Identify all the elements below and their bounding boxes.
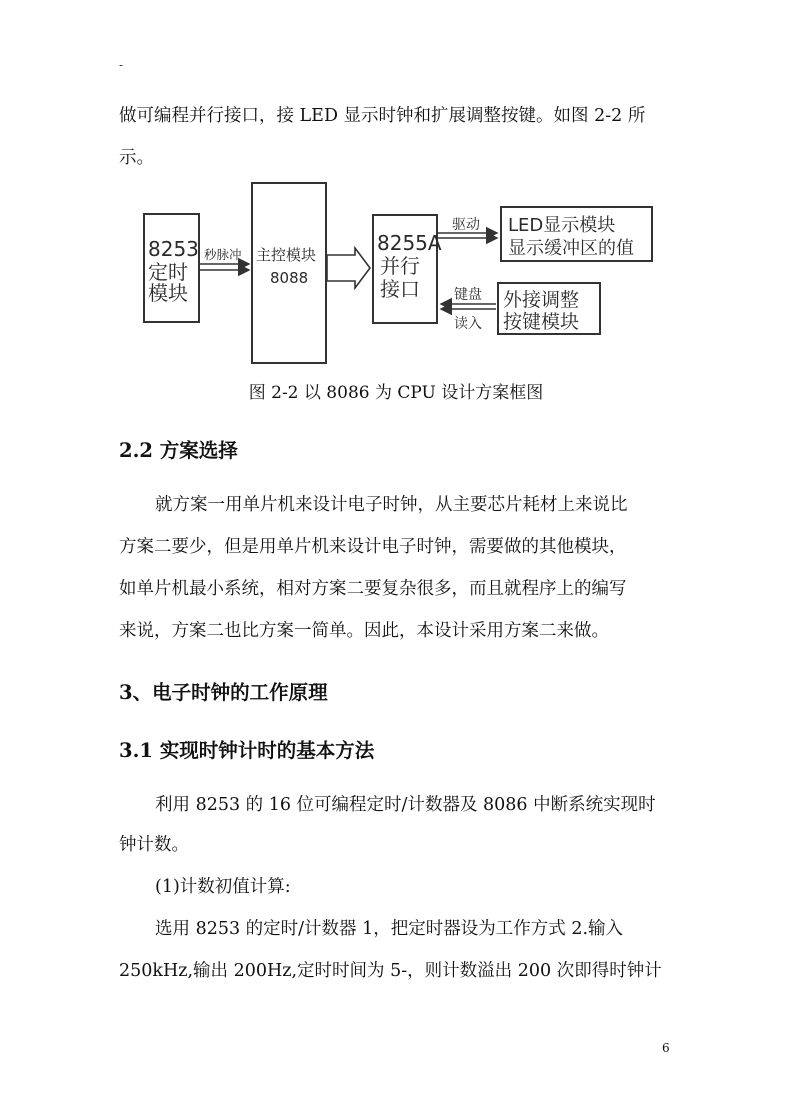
- paragraph-line: 来说，方案二也比方案一简单。因此，本设计采用方案二来做。: [119, 621, 609, 641]
- timer-block-line-1: 8253: [148, 237, 199, 261]
- key-block-line-1: 外接调整: [503, 289, 580, 311]
- intro-line-2: 示。: [119, 148, 154, 168]
- list-item: (1)计数初值计算:: [155, 877, 291, 897]
- ppi-block-line-3: 接口: [380, 277, 420, 301]
- drive-label: 驱动: [452, 217, 480, 233]
- page-number: 6: [662, 1041, 670, 1055]
- bus-arrow: [327, 248, 370, 288]
- heading-3-1: 3.1 实现时钟计时的基本方法: [119, 739, 375, 762]
- intro-line-1: 做可编程并行接口，接 LED 显示时钟和扩展调整按键。如图 2-2 所: [119, 106, 646, 126]
- key-label-1: 键盘: [454, 287, 482, 303]
- main-block-line-2: 8088: [270, 269, 309, 287]
- led-block-line-1: LED显示模块: [508, 215, 616, 236]
- led-block-line-2: 显示缓冲区的值: [508, 238, 634, 259]
- paragraph-line: 方案二要少，但是用单片机来设计电子时钟，需要做的其他模块，: [119, 537, 627, 557]
- main-block-line-1: 主控模块: [256, 246, 317, 264]
- key-label-2: 读入: [454, 316, 482, 332]
- timer-block-line-2: 定时: [148, 260, 188, 284]
- header-mark: -: [119, 58, 124, 72]
- paragraph-line: 如单片机最小系统，相对方案二要复杂很多，而且就程序上的编写: [119, 579, 627, 599]
- key-block-line-2: 按键模块: [503, 311, 580, 333]
- ppi-block-line-1: 8255A: [377, 231, 442, 255]
- pulse-label: 秒脉冲: [204, 247, 242, 262]
- heading-3: 3、电子时钟的工作原理: [119, 681, 328, 704]
- paragraph-line: 利用 8253 的 16 位可编程定时/计数器及 8086 中断系统实现时: [155, 795, 656, 815]
- heading-2-2: 2.2 方案选择: [119, 439, 238, 462]
- timer-block-line-3: 模块: [148, 281, 188, 305]
- paragraph-line: 钟计数。: [119, 835, 189, 855]
- paragraph-line: 250kHz,输出 200Hz,定时时间为 5-，则计数溢出 200 次即得时钟计: [119, 961, 662, 981]
- paragraph-line: 选用 8253 的定时/计数器 1，把定时器设为工作方式 2.输入: [155, 919, 624, 939]
- figure-caption: 图 2-2 以 8086 为 CPU 设计方案框图: [248, 383, 544, 403]
- ppi-block-line-2: 并行: [380, 254, 420, 278]
- paragraph-line: 就方案一用单片机来设计电子时钟，从主要芯片耗材上来说比: [155, 495, 628, 515]
